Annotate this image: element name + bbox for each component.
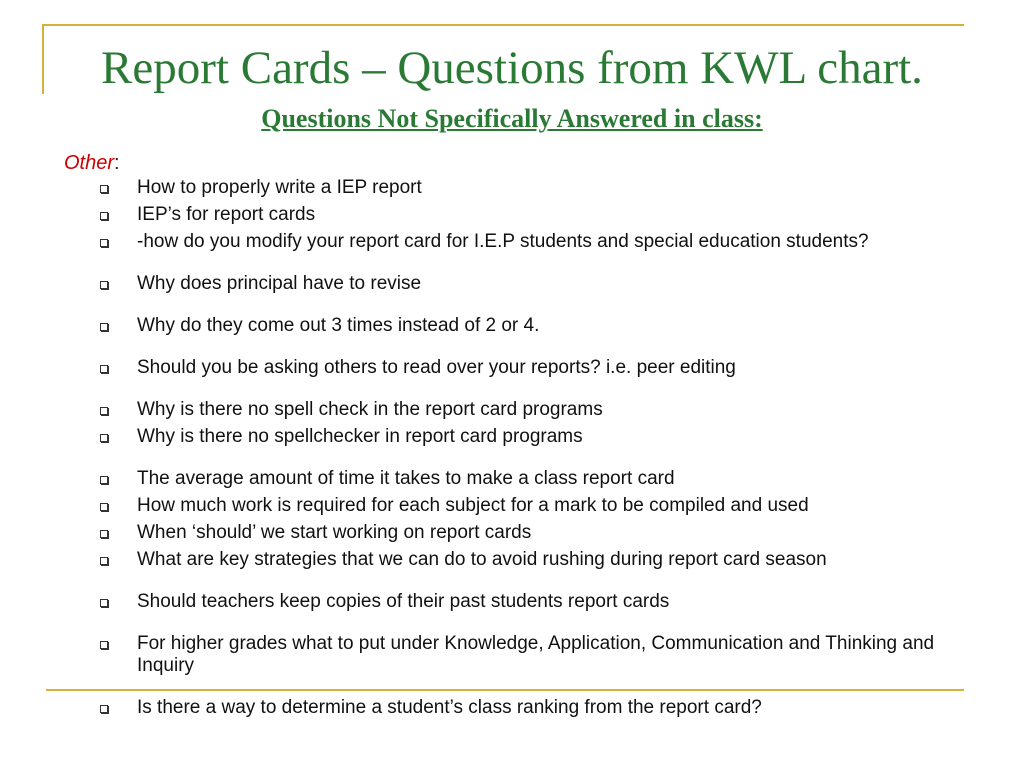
list-item-text: Should teachers keep copies of their past students report cards xyxy=(137,591,670,612)
slide-title: Report Cards – Questions from KWL chart. xyxy=(101,42,923,94)
square-bullet-icon xyxy=(100,434,108,442)
section-label-colon: : xyxy=(114,152,120,174)
section-label xyxy=(64,151,120,175)
square-bullet-icon xyxy=(100,239,108,247)
list-item-text: Should you be asking others to read over your reports? i.e. peer editing xyxy=(137,357,736,378)
square-bullet-icon xyxy=(100,212,108,220)
list-item xyxy=(100,399,980,421)
list-item xyxy=(100,273,980,295)
list-item xyxy=(100,697,980,719)
square-bullet-icon xyxy=(100,407,108,415)
bottom-accent-line xyxy=(46,689,964,691)
square-bullet-icon xyxy=(100,476,108,484)
list-item-text: Why do they come out 3 times instead of 2 or 4. xyxy=(137,315,540,336)
square-bullet-icon xyxy=(100,705,108,713)
square-bullet-icon xyxy=(100,365,108,373)
list-item xyxy=(100,426,980,448)
square-bullet-icon xyxy=(100,530,108,538)
list-item xyxy=(100,495,980,517)
list-item xyxy=(100,315,980,337)
square-bullet-icon xyxy=(100,323,108,331)
list-item-text: Why is there no spell check in the report card programs xyxy=(137,399,603,420)
list-item xyxy=(100,549,980,571)
list-item-text: How much work is required for each subject for a mark to be compiled and used xyxy=(137,495,809,516)
list-item-text: -how do you modify your report card for I.E.P students and special education students? xyxy=(137,231,869,252)
list-item xyxy=(100,231,980,253)
list-item xyxy=(100,522,980,544)
list-item-text: Is there a way to determine a student’s class ranking from the report card? xyxy=(137,697,762,718)
list-item-text: Why is there no spellchecker in report card programs xyxy=(137,426,583,447)
square-bullet-icon xyxy=(100,557,108,565)
square-bullet-icon xyxy=(100,503,108,511)
list-item xyxy=(100,357,980,379)
slide-subtitle: Questions Not Specifically Answered in class: xyxy=(261,104,763,133)
square-bullet-icon xyxy=(100,641,108,649)
list-item-text: The average amount of time it takes to make a class report card xyxy=(137,468,675,489)
list-item-text: What are key strategies that we can do to avoid rushing during report card season xyxy=(137,549,827,570)
list-item-text: For higher grades what to put under Knowledge, Application, Communication and Thinking and Inquiry xyxy=(137,633,935,676)
square-bullet-icon xyxy=(100,185,108,193)
top-accent-line xyxy=(42,24,964,26)
square-bullet-icon xyxy=(100,599,108,607)
list-item xyxy=(100,204,980,226)
square-bullet-icon xyxy=(100,281,108,289)
list-item-text: Why does principal have to revise xyxy=(137,273,422,294)
list-item xyxy=(100,591,980,613)
question-list xyxy=(100,177,980,719)
section-label-text: Other xyxy=(64,152,115,174)
list-item xyxy=(100,633,980,677)
list-item-text: When ‘should’ we start working on report cards xyxy=(137,522,532,543)
list-item xyxy=(100,177,980,199)
list-item-text: IEP’s for report cards xyxy=(137,204,316,225)
list-item-text: How to properly write a IEP report xyxy=(137,177,422,198)
list-item xyxy=(100,468,980,490)
